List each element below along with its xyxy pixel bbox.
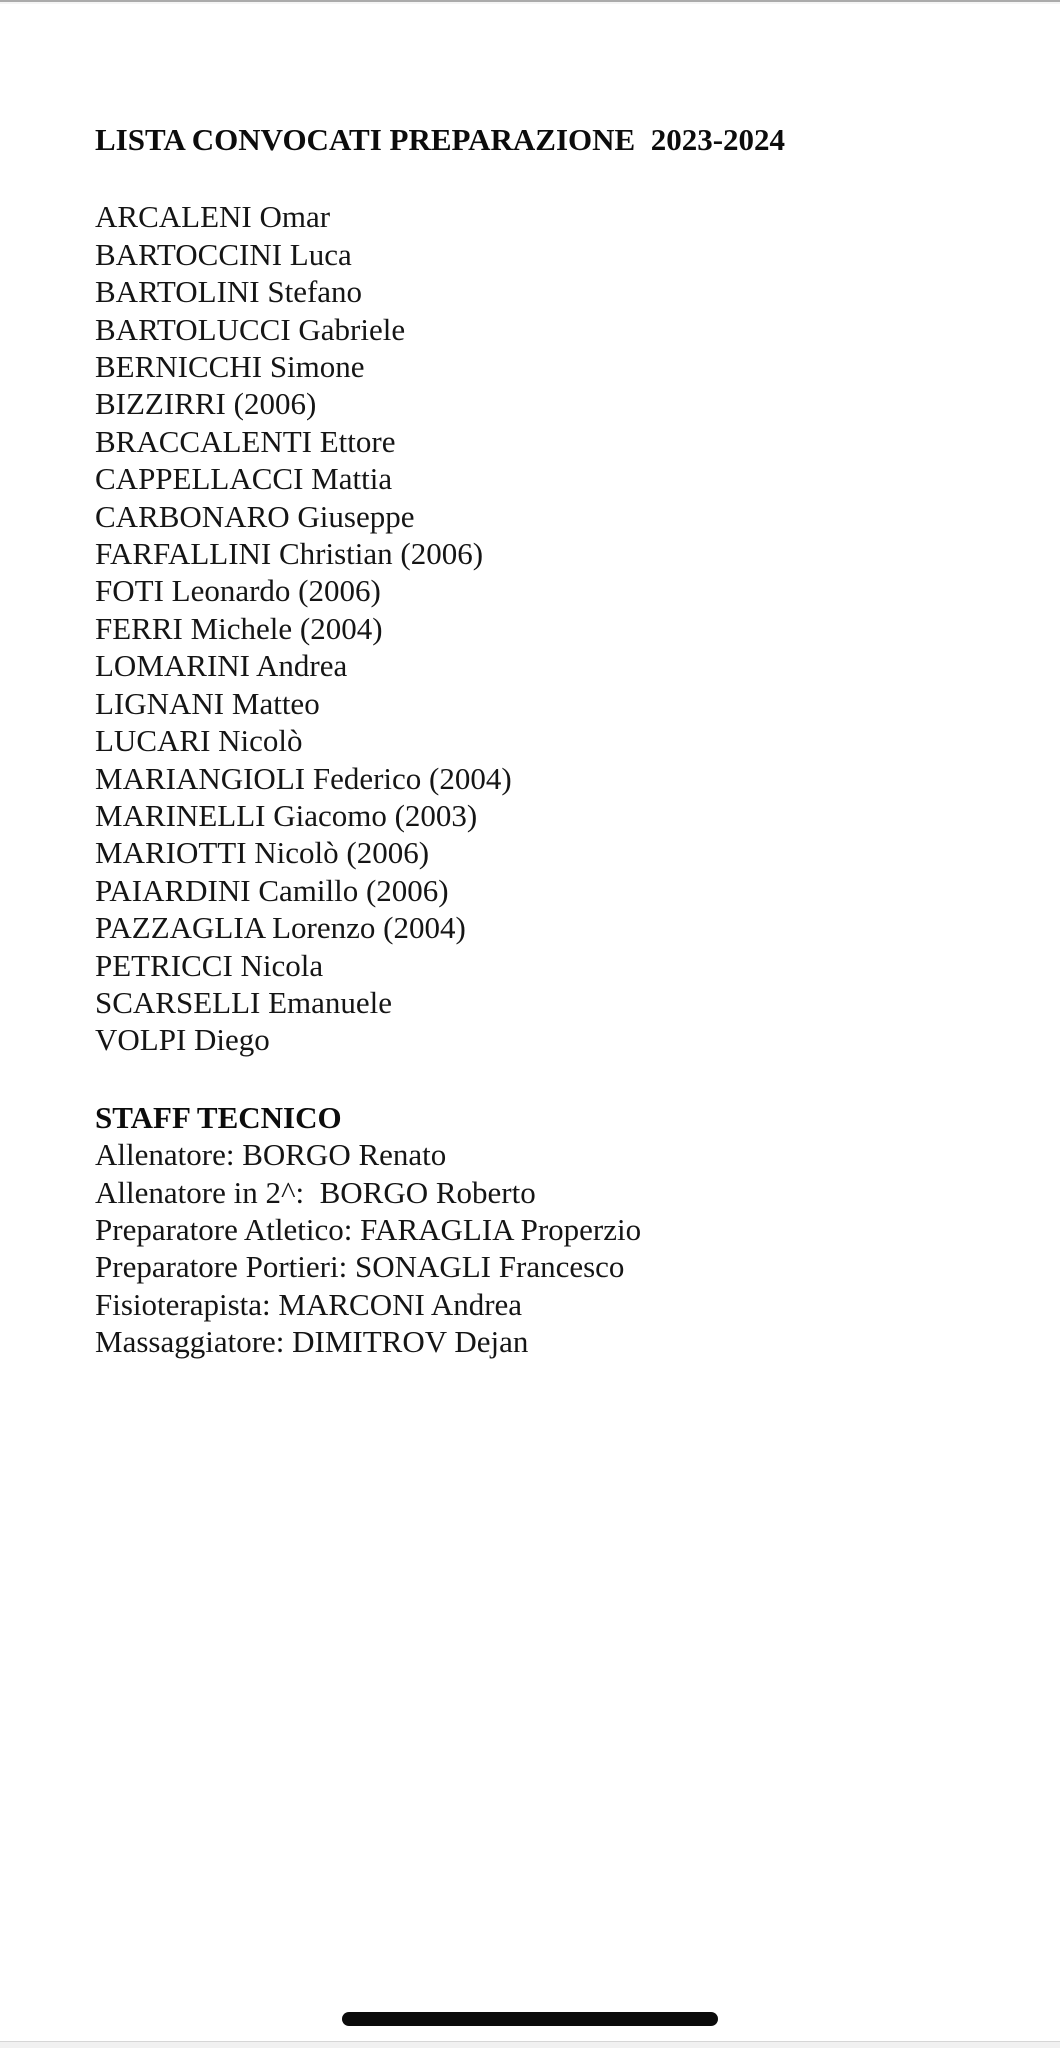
staff-row: Fisioterapista: MARCONI Andrea bbox=[95, 1286, 523, 1322]
staff-row: Preparatore Atletico: FARAGLIA Properzio bbox=[95, 1211, 642, 1247]
staff-list bbox=[95, 1136, 1030, 1360]
player-row: BARTOCCINI Luca bbox=[95, 236, 352, 272]
player-list bbox=[95, 198, 1030, 1058]
home-indicator-bar[interactable] bbox=[342, 2012, 718, 2026]
player-row: LUCARI Nicolò bbox=[95, 723, 303, 759]
player-row: PETRICCI Nicola bbox=[95, 947, 324, 983]
player-row: BERNICCHI Simone bbox=[95, 349, 365, 385]
player-row: BIZZIRRI (2006) bbox=[95, 386, 317, 422]
player-row: VOLPI Diego bbox=[95, 1022, 270, 1058]
player-row: CARBONARO Giuseppe bbox=[95, 498, 415, 534]
spacer bbox=[95, 1059, 1030, 1099]
player-row: MARIANGIOLI Federico (2004) bbox=[95, 760, 512, 796]
staff-row: Allenatore: BORGO Renato bbox=[95, 1137, 447, 1173]
player-row: CAPPELLACCI Mattia bbox=[95, 461, 393, 497]
document-title: LISTA CONVOCATI PREPARAZIONE 2023-2024 bbox=[95, 122, 786, 157]
staff-row: Allenatore in 2^: BORGO Roberto bbox=[95, 1174, 536, 1210]
player-row: FARFALLINI Christian (2006) bbox=[95, 536, 484, 572]
player-row: MARINELLI Giacomo (2003) bbox=[95, 797, 478, 833]
screen-top-edge bbox=[0, 0, 1060, 4]
document-page bbox=[95, 121, 1030, 1361]
staff-row: Preparatore Portieri: SONAGLI Francesco bbox=[95, 1249, 625, 1285]
staff-row: Massaggiatore: DIMITROV Dejan bbox=[95, 1324, 529, 1360]
player-row: PAIARDINI Camillo (2006) bbox=[95, 872, 449, 908]
player-row: FERRI Michele (2004) bbox=[95, 610, 383, 646]
player-row: ARCALENI Omar bbox=[95, 199, 331, 235]
player-row: PAZZAGLIA Lorenzo (2004) bbox=[95, 910, 466, 946]
player-row: BARTOLINI Stefano bbox=[95, 274, 363, 310]
bottom-strip bbox=[0, 2042, 1060, 2048]
staff-section-heading: STAFF TECNICO bbox=[95, 1099, 342, 1135]
player-row: FOTI Leonardo (2006) bbox=[95, 573, 381, 609]
player-row: BARTOLUCCI Gabriele bbox=[95, 311, 406, 347]
player-row: LIGNANI Matteo bbox=[95, 685, 320, 721]
player-row: LOMARINI Andrea bbox=[95, 648, 348, 684]
player-row: BRACCALENTI Ettore bbox=[95, 423, 396, 459]
player-row: SCARSELLI Emanuele bbox=[95, 984, 393, 1020]
spacer bbox=[95, 158, 1030, 198]
player-row: MARIOTTI Nicolò (2006) bbox=[95, 835, 430, 871]
